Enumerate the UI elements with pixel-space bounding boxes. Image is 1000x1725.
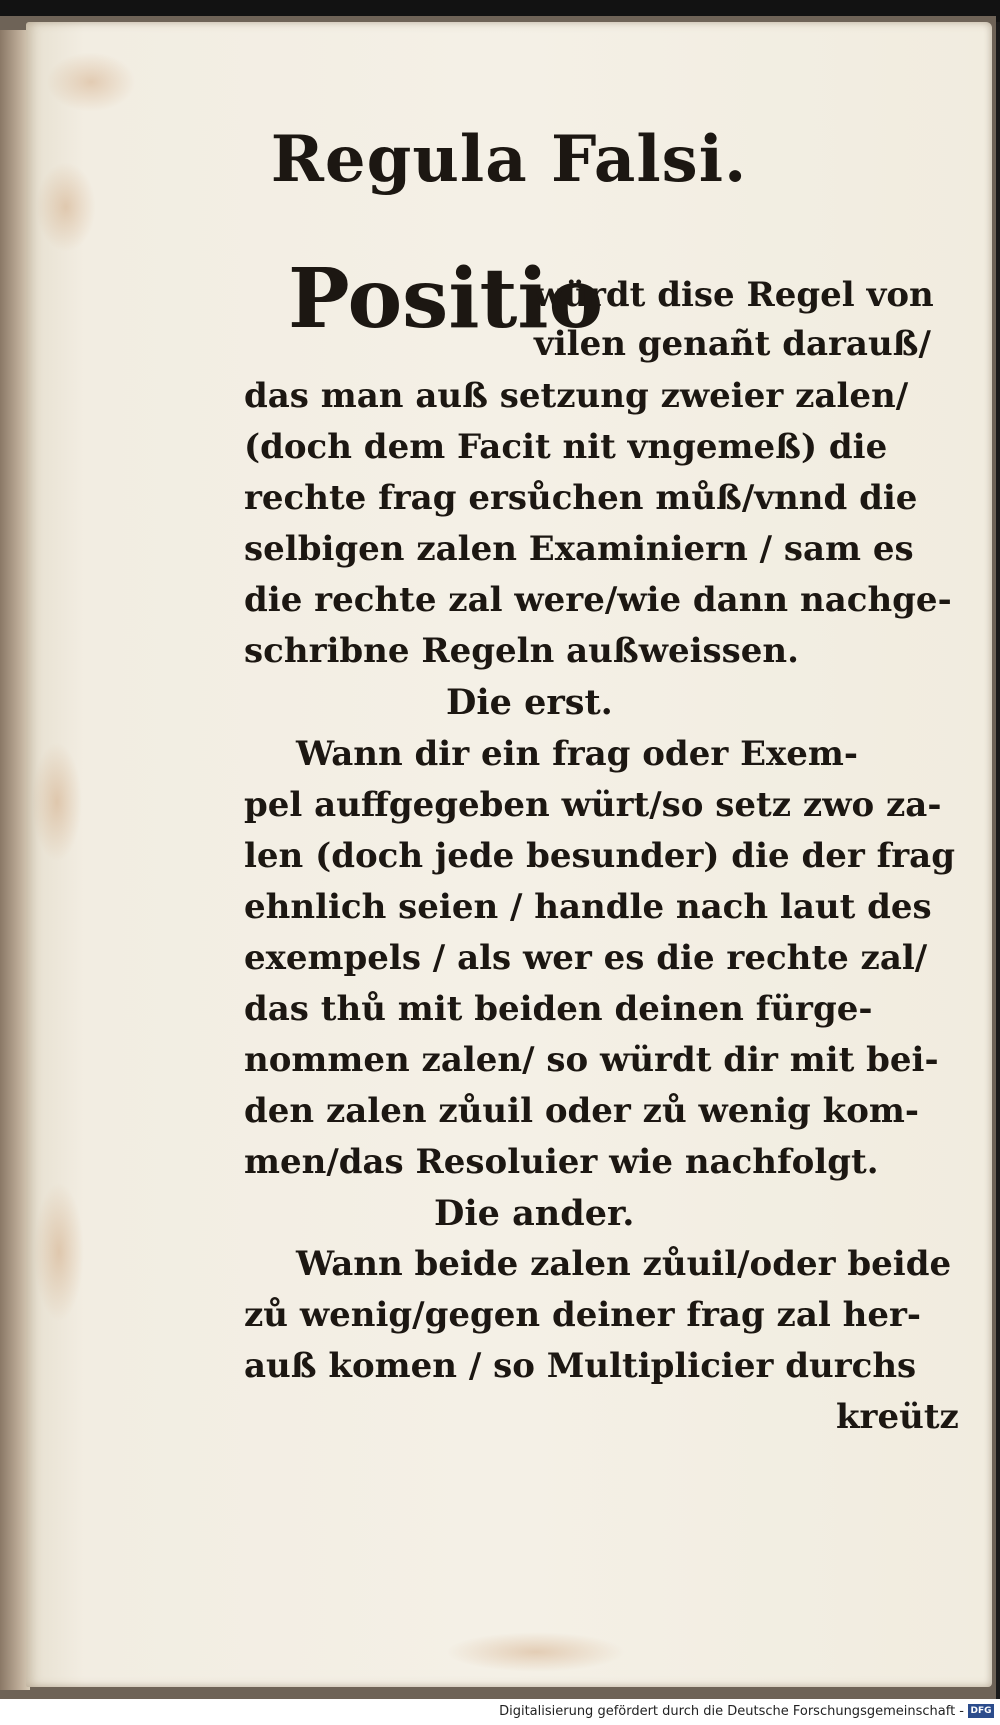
catchword: kreütz	[836, 1397, 959, 1437]
text-line: würdt dise Regel von	[534, 275, 934, 315]
digitization-footer	[0, 1699, 1000, 1725]
text-line: ehnlich seien / handle nach laut des	[244, 887, 932, 927]
text-line: zů wenig/gegen deiner frag zal her-	[244, 1295, 922, 1335]
dfg-logo: DFG	[968, 1704, 994, 1718]
text-line: den zalen zůuil oder zů wenig kom-	[244, 1091, 919, 1131]
page-title: Regula Falsi.	[270, 122, 748, 197]
text-line: nommen zalen/ so würdt dir mit bei-	[244, 1040, 939, 1080]
section-heading: Die erst.	[446, 682, 613, 723]
text-line: Wann dir ein frag oder Exem-	[296, 734, 858, 774]
page-text	[26, 22, 992, 1687]
text-line: das man auß setzung zweier zalen/	[244, 376, 909, 416]
text-line: len (doch jede besunder) die der frag	[244, 836, 955, 876]
text-line: rechte frag ersůchen můß/vnnd die	[244, 478, 918, 518]
text-line: das thů mit beiden deinen fürge-	[244, 989, 873, 1029]
text-line: pel auffgegeben würt/so setz zwo za-	[244, 785, 942, 825]
book-page	[26, 22, 992, 1687]
text-line: vilen genañt darauß/	[534, 324, 931, 364]
footer-credit: Digitalisierung gefördert durch die Deutsche Forschungsgemeinschaft -	[499, 1704, 964, 1719]
text-line: (doch dem Facit nit vngemeß) die	[244, 427, 888, 467]
section-heading: Die ander.	[434, 1193, 635, 1234]
text-line: auß komen / so Multiplicier durchs	[244, 1346, 917, 1386]
text-line: Wann beide zalen zůuil/oder beide	[296, 1244, 952, 1284]
text-line: die rechte zal were/wie dann nachge-	[244, 580, 952, 620]
text-line: schribne Regeln außweissen.	[244, 631, 799, 671]
text-line: selbigen zalen Examiniern / sam es	[244, 529, 914, 569]
drop-word: Positio	[288, 251, 604, 347]
text-line: men/das Resoluier wie nachfolgt.	[244, 1142, 879, 1182]
text-line: exempels / als wer es die rechte zal/	[244, 938, 928, 978]
